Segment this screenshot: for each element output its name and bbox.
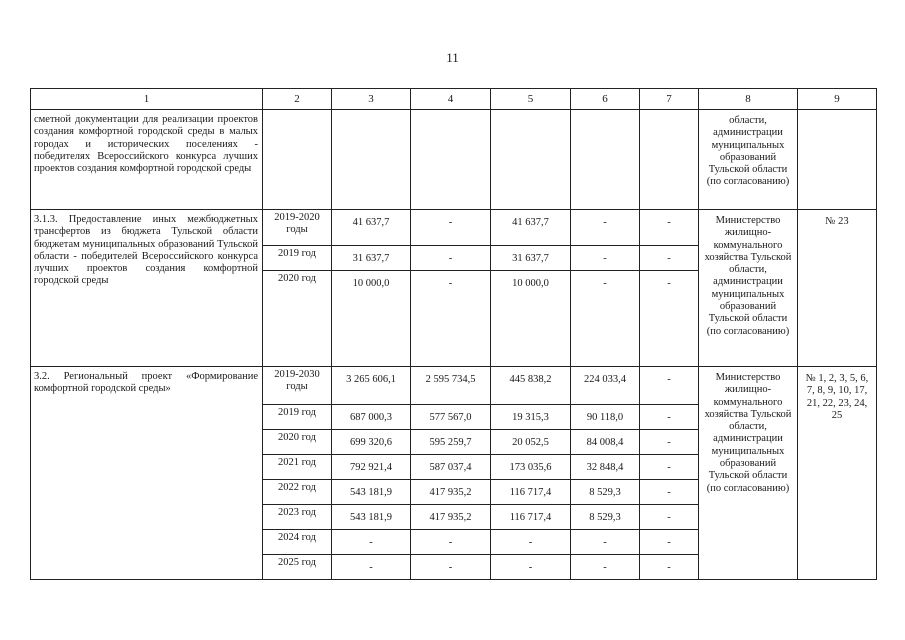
period-cell: 2019-2030 годы	[263, 367, 332, 405]
table-row: 3.2. Региональный проект «Формирование комфортной городской среды» 2019-2030 годы 3 265 606,1 2 595 734,5 445 838,2 224 033,4 - Министерство жилищно-коммунального хозяйства Тульской области, администрации муниципальных образований Тульской области (по согласованию) № 1, 2, 3, 5, 6, 7, 8, 9, 10, 17, 21, 22, 23, 24, 25	[31, 367, 877, 405]
period-cell: 2025 год	[263, 555, 332, 580]
table-row: 2021 год 792 921,4 587 037,4 173 035,6 32 848,4 -	[31, 455, 877, 480]
period-cell: 2024 год	[263, 530, 332, 555]
continued-executor: области, администрации муниципальных образований Тульской области (по согласованию)	[699, 110, 798, 210]
table-row: 2020 год 10 000,0 - 10 000,0 - -	[31, 271, 877, 367]
item-313-executor: Министерство жилищно-коммунального хозяйства Тульской области, администрации муниципальных образований Тульской области (по согласованию)	[699, 210, 798, 367]
table-row: 2019 год 687 000,3 577 567,0 19 315,3 90 118,0 -	[31, 405, 877, 430]
table-row: 2025 год - - - - -	[31, 555, 877, 580]
table-row: 2023 год 543 181,9 417 935,2 116 717,4 8 529,3 -	[31, 505, 877, 530]
period-cell: 2019 год	[263, 405, 332, 430]
continued-row	[31, 110, 877, 210]
period-cell: 2019-2020 годы	[263, 210, 332, 246]
program-table	[30, 88, 877, 580]
item-313-refs: № 23	[798, 210, 877, 367]
col-5-header: 5	[491, 89, 571, 110]
col-7-header: 7	[640, 89, 699, 110]
period-cell: 2022 год	[263, 480, 332, 505]
period-cell: 2020 год	[263, 430, 332, 455]
table-row: 2020 год 699 320,6 595 259,7 20 052,5 84 008,4 -	[31, 430, 877, 455]
table-row: 2022 год 543 181,9 417 935,2 116 717,4 8 529,3 -	[31, 480, 877, 505]
continued-description: сметной документации для реализации проектов создания комфортной городской среды в малых городах и исторических поселениях - победителях Всероссийского конкурса лучших проектов создания комфортной городской среды	[31, 110, 263, 210]
col-2-header: 2	[263, 89, 332, 110]
header-row	[31, 89, 877, 110]
col-1-header: 1	[31, 89, 263, 110]
col-4-header: 4	[411, 89, 491, 110]
period-cell: 2020 год	[263, 271, 332, 367]
col-8-header: 8	[699, 89, 798, 110]
item-32-description: 3.2. Региональный проект «Формирование комфортной городской среды»	[31, 367, 263, 580]
period-cell: 2023 год	[263, 505, 332, 530]
page-number: 11	[446, 50, 459, 65]
col-9-header: 9	[798, 89, 877, 110]
col-6-header: 6	[571, 89, 640, 110]
table-row: 2024 год - - - - -	[31, 530, 877, 555]
item-313-description: 3.1.3. Предоставление иных межбюджетных трансфертов из бюджета Тульской области бюджетам муниципальных образований Тульской области - победителей Всероссийского конкурса лучших проектов создания комфортной городской среды	[31, 210, 263, 367]
table-row: 3.1.3. Предоставление иных межбюджетных трансфертов из бюджета Тульской области бюджетам муниципальных образований Тульской области - победителей Всероссийского конкурса лучших проектов создания комфортной городской среды 2019-2020 годы 41 637,7 - 41 637,7 - - Министерство жилищно-коммунального хозяйства Тульской области, администрации муниципальных образований Тульской области (по согласованию) № 23	[31, 210, 877, 246]
item-32-refs: № 1, 2, 3, 5, 6, 7, 8, 9, 10, 17, 21, 22, 23, 24, 25	[798, 367, 877, 580]
table-row: 2019 год 31 637,7 - 31 637,7 - -	[31, 246, 877, 271]
col-3-header: 3	[332, 89, 411, 110]
item-32-executor: Министерство жилищно-коммунального хозяйства Тульской области, администрации муниципальных образований Тульской области (по согласованию)	[699, 367, 798, 580]
period-cell: 2019 год	[263, 246, 332, 271]
period-cell: 2021 год	[263, 455, 332, 480]
